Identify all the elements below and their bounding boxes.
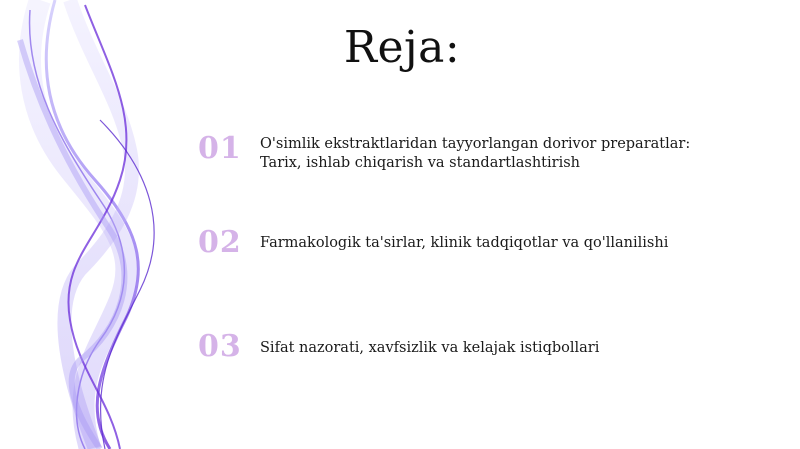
item-text-line: O'simlik ekstraktlaridan tayyorlangan dorivor preparatlar: bbox=[260, 136, 691, 152]
item-text bbox=[260, 234, 668, 253]
item-text-line: Sifat nazorati, xavfsizlik va kelajak istiqbollari bbox=[260, 340, 600, 356]
item-number: 02 bbox=[198, 225, 242, 260]
item-number: 03 bbox=[198, 329, 242, 364]
item-text-line: Farmakologik ta'sirlar, klinik tadqiqotlar va qo'llanilishi bbox=[260, 235, 669, 251]
slide-title: Reja: bbox=[343, 22, 461, 73]
item-number: 01 bbox=[198, 131, 242, 166]
item-text bbox=[260, 135, 690, 173]
item-text bbox=[260, 339, 599, 358]
item-text-line: Tarix, ishlab chiqarish va standartlashtirish bbox=[260, 155, 580, 171]
